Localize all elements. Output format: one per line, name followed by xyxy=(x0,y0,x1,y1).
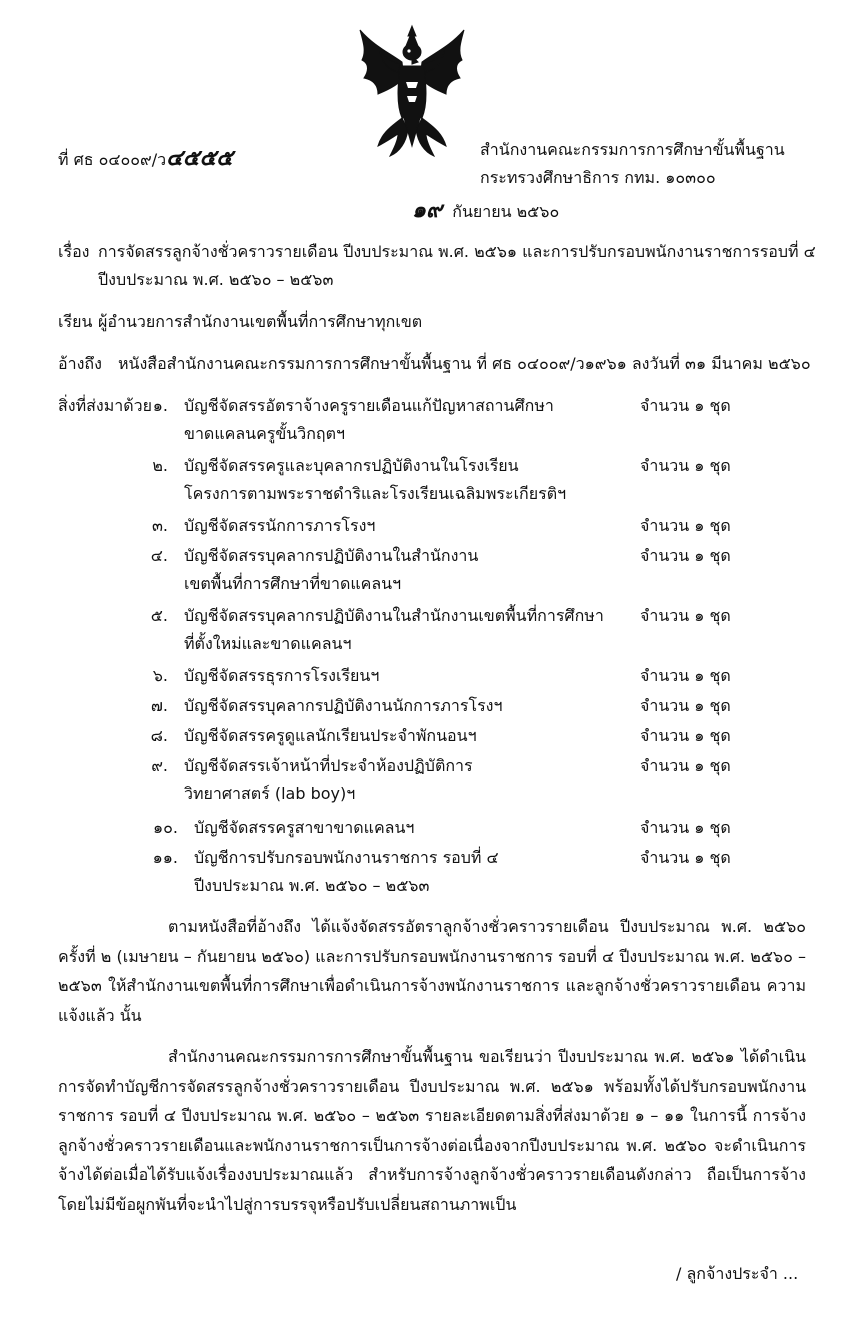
date-month-year: กันยายน ๒๕๖๐ xyxy=(452,202,560,221)
reference-label: อ้างถึง xyxy=(58,354,102,373)
garuda-emblem xyxy=(352,22,472,162)
subject-line-1: การจัดสรรลูกจ้างชั่วคราวรายเดือน ปีงบประมาณ พ.ศ. ๒๕๖๑ และการปรับกรอบพนักงานราชการรอบที่ ๔ xyxy=(98,242,816,261)
body-paragraph-1 xyxy=(58,912,806,1030)
enclosure-title: บัญชีจัดสรรบุคลากรปฏิบัติงานในสำนักงานเขตพื้นที่การศึกษา xyxy=(184,606,604,625)
enclosure-number: ๑๐. xyxy=(152,818,178,837)
enclosure-amount: จำนวน ๑ ชุด xyxy=(640,516,731,535)
enclosures-label: สิ่งที่ส่งมาด้วย xyxy=(58,396,152,415)
office-address: กระทรวงศึกษาธิการ กทม. ๑๐๓๐๐ xyxy=(480,168,716,187)
enclosure-number: ๘. xyxy=(150,726,168,745)
enclosure-title-cont: ขาดแคลนครูขั้นวิกฤตฯ xyxy=(184,424,345,443)
body-paragraph-1-text: ตามหนังสือที่อ้างถึง ได้แจ้งจัดสรรอัตราลูกจ้างชั่วคราวรายเดือน ปีงบประมาณ พ.ศ. ๒๕๖๐ ครั้งที่ ๒ (เมษายน – กันยายน ๒๕๖๐) และการปรับกรอบพนักงานราชการ รอบที่ ๔ ปีงบประมาณ พ.ศ. ๒๕๖๐ – ๒๕๖๓ ให้สำนักงานเขตพื้นที่การศึกษาเพื่อดำเนินการจ้างพนักงานราชการ และลูกจ้างชั่วคราวรายเดือน ความแจ้งแล้ว นั้น xyxy=(58,917,806,1025)
enclosure-number: ๗. xyxy=(150,696,168,715)
enclosure-amount: จำนวน ๑ ชุด xyxy=(640,818,731,837)
enclosure-amount: จำนวน ๑ ชุด xyxy=(640,396,731,415)
enclosure-title: บัญชีจัดสรรครูดูแลนักเรียนประจำพักนอนฯ xyxy=(184,726,477,745)
enclosure-title: บัญชีจัดสรรครูสาขาขาดแคลนฯ xyxy=(194,818,415,837)
enclosure-number: ๑๑. xyxy=(152,848,178,867)
reference-number-handwritten: ๔๕๕๕ xyxy=(166,145,233,171)
enclosure-title: บัญชีจัดสรรบุคลากรปฏิบัติงานในสำนักงาน xyxy=(184,546,479,565)
subject-label: เรื่อง xyxy=(58,242,90,261)
enclosure-title-cont: ที่ตั้งใหม่และขาดแคลนฯ xyxy=(184,634,352,653)
subject-line-2: ปีงบประมาณ พ.ศ. ๒๕๖๐ – ๒๕๖๓ xyxy=(98,270,334,289)
enclosure-number: ๑. xyxy=(152,396,168,415)
enclosure-title-cont: เขตพื้นที่การศึกษาที่ขาดแคลนฯ xyxy=(184,574,402,593)
enclosure-title: บัญชีจัดสรรครูและบุคลากรปฏิบัติงานในโรงเรียน xyxy=(184,456,519,475)
enclosure-title-cont: โครงการตามพระราชดำริและโรงเรียนเฉลิมพระเกียรติฯ xyxy=(184,484,567,503)
reference-text: หนังสือสำนักงานคณะกรรมการการศึกษาขั้นพื้นฐาน ที่ ศธ ๐๔๐๐๙/ว๑๙๖๑ ลงวันที่ ๓๑ มีนาคม ๒๕๖๐ xyxy=(118,354,811,373)
body-paragraph-2 xyxy=(58,1042,806,1220)
enclosure-amount: จำนวน ๑ ชุด xyxy=(640,546,731,565)
enclosure-amount: จำนวน ๑ ชุด xyxy=(640,726,731,745)
reference-number xyxy=(58,145,233,171)
enclosure-title-cont: ปีงบประมาณ พ.ศ. ๒๕๖๐ – ๒๕๖๓ xyxy=(194,876,430,895)
enclosure-number: ๙. xyxy=(151,756,168,775)
enclosure-amount: จำนวน ๑ ชุด xyxy=(640,848,731,867)
continuation-note: / ลูกจ้างประจำ ... xyxy=(676,1264,799,1283)
enclosure-number: ๓. xyxy=(151,516,168,535)
enclosure-title: บัญชีจัดสรรเจ้าหน้าที่ประจำห้องปฏิบัติการ xyxy=(184,756,473,775)
enclosure-amount: จำนวน ๑ ชุด xyxy=(640,666,731,685)
enclosure-amount: จำนวน ๑ ชุด xyxy=(640,606,731,625)
enclosure-number: ๕. xyxy=(150,606,168,625)
enclosure-title: บัญชีจัดสรรธุรการโรงเรียนฯ xyxy=(184,666,380,685)
reference-number-label: ที่ ศธ ๐๔๐๐๙/ว xyxy=(58,150,167,169)
enclosure-title-cont: วิทยาศาสตร์ (lab boy)ฯ xyxy=(184,784,356,803)
garuda-emblem-icon xyxy=(352,22,472,162)
enclosure-amount: จำนวน ๑ ชุด xyxy=(640,756,731,775)
enclosure-title: บัญชีจัดสรรนักการภารโรงฯ xyxy=(184,516,376,535)
enclosure-title: บัญชีการปรับกรอบพนักงานราชการ รอบที่ ๔ xyxy=(194,848,499,867)
enclosure-number: ๒. xyxy=(152,456,168,475)
body-paragraph-2-text: สำนักงานคณะกรรมการการศึกษาขั้นพื้นฐาน ขอเรียนว่า ปีงบประมาณ พ.ศ. ๒๕๖๑ ได้ดำเนินการจัดทำบัญชีการจัดสรรลูกจ้างชั่วคราวรายเดือน ปีงบประมาณ พ.ศ. ๒๕๖๑ พร้อมทั้งได้ปรับกรอบพนักงานราชการ รอบที่ ๔ ปีงบประมาณ พ.ศ. ๒๕๖๐ – ๒๕๖๓ รายละเอียดตามสิ่งที่ส่งมาด้วย ๑ – ๑๑ ในการนี้ การจ้างลูกจ้างชั่วคราวรายเดือนและพนักงานราชการเป็นการจ้างต่อเนื่องจากปีงบประมาณ พ.ศ. ๒๕๖๐ จะดำเนินการจ้างได้ต่อเมื่อได้รับแจ้งเรื่องงบประมาณแล้ว สำหรับการจ้างลูกจ้างชั่วคราวรายเดือนดังกล่าว ถือเป็นการจ้างโดยไม่มีข้อผูกพันที่จะนำไปสู่การบรรจุหรือปรับเปลี่ยนสถานภาพเป็น xyxy=(58,1047,806,1214)
enclosure-amount: จำนวน ๑ ชุด xyxy=(640,696,731,715)
enclosure-number: ๖. xyxy=(152,666,168,685)
to-recipient: ผู้อำนวยการสำนักงานเขตพื้นที่การศึกษาทุกเขต xyxy=(98,312,423,331)
enclosure-title: บัญชีจัดสรรบุคลากรปฏิบัติงานนักการภารโรงฯ xyxy=(184,696,503,715)
enclosure-title: บัญชีจัดสรรอัตราจ้างครูรายเดือนแก้ปัญหาสถานศึกษา xyxy=(184,396,554,415)
to-label: เรียน xyxy=(58,312,93,331)
office-name: สำนักงานคณะกรรมการการศึกษาขั้นพื้นฐาน xyxy=(480,140,785,159)
enclosure-number: ๔. xyxy=(150,546,168,565)
enclosure-amount: จำนวน ๑ ชุด xyxy=(640,456,731,475)
letter-date xyxy=(412,197,560,223)
date-day-handwritten: ๑๙ xyxy=(412,197,443,223)
